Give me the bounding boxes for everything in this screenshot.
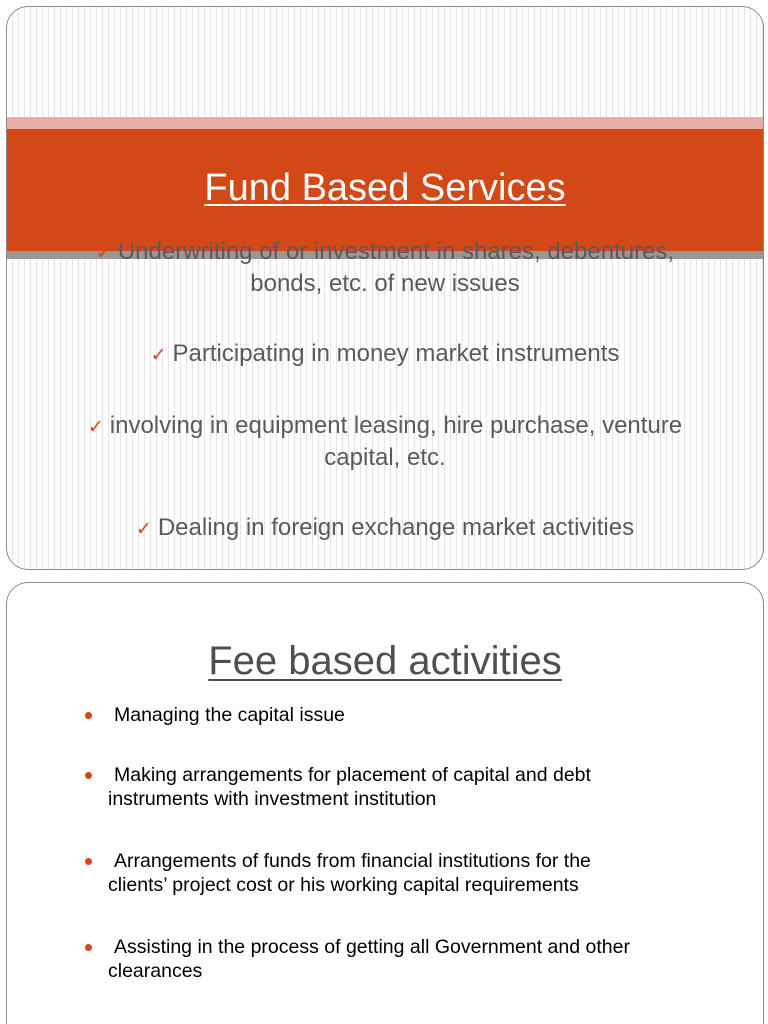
bullet-list: [7, 237, 763, 545]
checkmark-icon: ✓: [150, 345, 167, 366]
bullet-text: involving in equipment leasing, hire purchase, venture: [109, 412, 683, 439]
list-item: [7, 849, 747, 897]
bullet-dot-icon: [85, 944, 92, 951]
checkmark-icon: ✓: [87, 417, 104, 438]
bullet-text: Dealing in foreign exchange market activities: [157, 514, 635, 541]
title-accent-band: [7, 117, 763, 129]
bullet-text: clearances: [108, 960, 203, 982]
checkmark-icon: ✓: [95, 243, 112, 264]
slide-title: Fee based activities: [208, 639, 562, 683]
checkmark-icon: ✓: [135, 519, 152, 540]
bullet-list: [7, 703, 747, 983]
bullet-dot-icon: [85, 858, 92, 865]
bullet-text: Underwriting of or investment in shares, debentures,: [117, 238, 675, 265]
bullet-text: Assisting in the process of getting all Government and other: [114, 936, 630, 958]
list-item: [7, 935, 747, 983]
bullet-text: instruments with investment institution: [108, 788, 437, 810]
bullet-text: bonds, etc. of new issues: [250, 270, 520, 297]
list-item: [35, 339, 735, 371]
bullet-text: Arrangements of funds from financial institutions for the: [114, 850, 591, 872]
bullet-text: Managing the capital issue: [114, 704, 345, 726]
list-item: [7, 703, 747, 727]
bullet-dot-icon: [85, 712, 92, 719]
bullet-text: clients’ project cost or his working capital requirements: [108, 874, 579, 896]
list-item: [35, 237, 735, 299]
slide-fund-based-services: [6, 6, 764, 570]
bullet-dot-icon: [85, 772, 92, 779]
list-item: [35, 411, 735, 473]
bullet-text: capital, etc.: [324, 444, 446, 471]
bullet-text: Participating in money market instruments: [172, 340, 620, 367]
slide-fee-based-activities: [6, 582, 764, 1024]
slide-title: Fund Based Services: [204, 167, 566, 209]
list-item: [35, 513, 735, 545]
list-item: [7, 763, 747, 811]
bullet-text: Making arrangements for placement of capital and debt: [114, 764, 591, 786]
